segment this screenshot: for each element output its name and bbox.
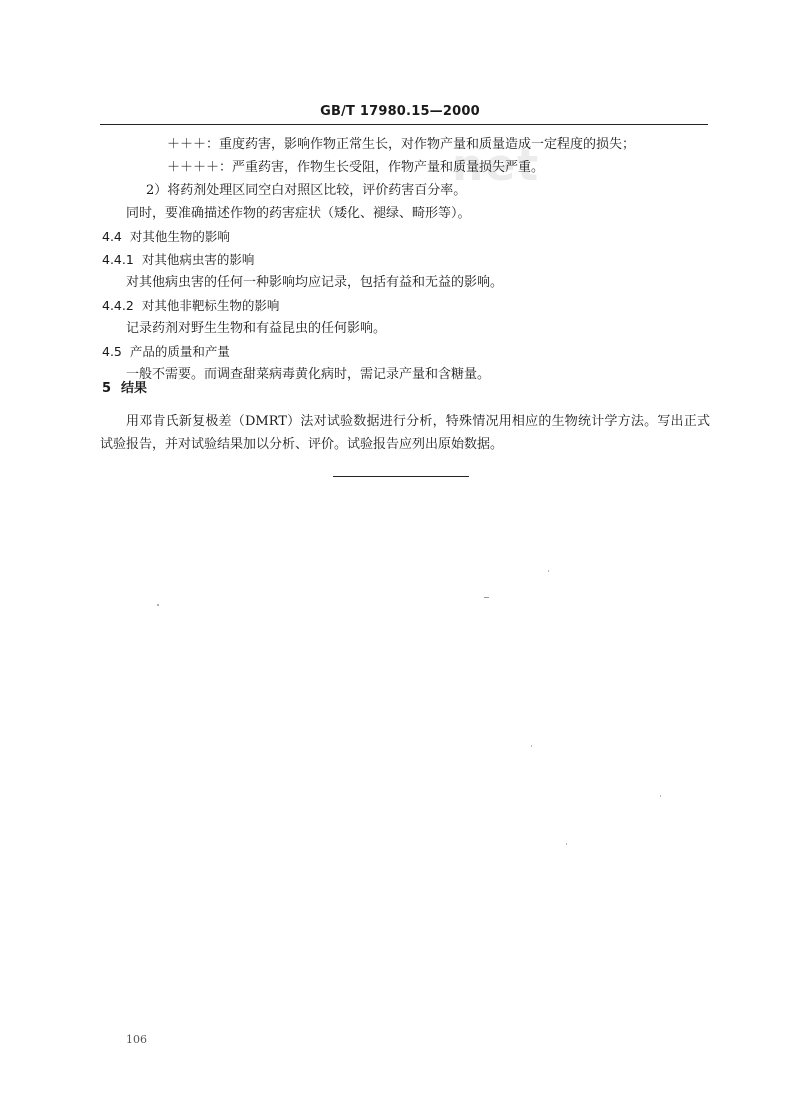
page-number: 106 [126, 1033, 147, 1046]
end-of-document-rule [333, 476, 469, 477]
scan-speck [531, 745, 532, 747]
scan-speck [660, 795, 661, 797]
section-title: 产品的质量和产量 [129, 344, 230, 359]
severity-level-3-line: ＋＋＋：重度药害，影响作物正常生长，对作物产量和质量造成一定程度的损失； [167, 137, 636, 152]
scan-speck [566, 843, 567, 845]
section-5-text: 用邓肯氏新复极差（DMRT）法对试验数据进行分析，特殊情况用相应的生物统计学方法。写出正式试验报告，并对试验结果加以分析、评价。试验报告应列出原始数据。 [100, 414, 710, 452]
section-title: 对其他病虫害的影响 [141, 252, 255, 267]
section-number: 4.4 [102, 229, 122, 244]
section-4-5-text: 一般不需要。而调查甜菜病毒黄化病时，需记录产量和含糖量。 [126, 367, 491, 382]
symptom-description-line: 同时，要准确描述作物的药害症状（矮化、褪绿、畸形等）。 [126, 206, 471, 221]
section-number: 4.4.1 [102, 252, 134, 267]
section-4-4-1-heading [102, 251, 254, 269]
scan-speck [157, 604, 159, 606]
section-number: 4.4.2 [102, 298, 134, 313]
comparison-instruction-line: 2）将药剂处理区同空白对照区比较，评价药害百分率。 [146, 183, 467, 198]
section-4-4-2-heading [102, 297, 279, 315]
scan-speck [484, 597, 489, 598]
watermark: net [452, 140, 541, 191]
standard-number-header: GB/T 17980.15—2000 [320, 104, 480, 119]
section-title: 结果 [121, 381, 148, 396]
section-title: 对其他非靶标生物的影响 [141, 298, 280, 313]
section-5-heading [102, 378, 147, 400]
section-4-4-heading [102, 228, 230, 246]
section-number: 5 [102, 381, 112, 396]
section-4-5-heading [102, 343, 230, 361]
severity-level-4-line: ＋＋＋＋：严重药害，作物生长受阻，作物产量和质量损失严重。 [167, 160, 545, 175]
section-title: 对其他生物的影响 [129, 229, 230, 244]
section-4-4-2-text: 记录药剂对野生生物和有益昆虫的任何影响。 [126, 321, 387, 336]
header-rule [100, 124, 708, 125]
section-4-4-1-text: 对其他病虫害的任何一种影响均应记录，包括有益和无益的影响。 [126, 275, 504, 290]
section-number: 4.5 [102, 344, 122, 359]
scan-speck [548, 570, 549, 572]
